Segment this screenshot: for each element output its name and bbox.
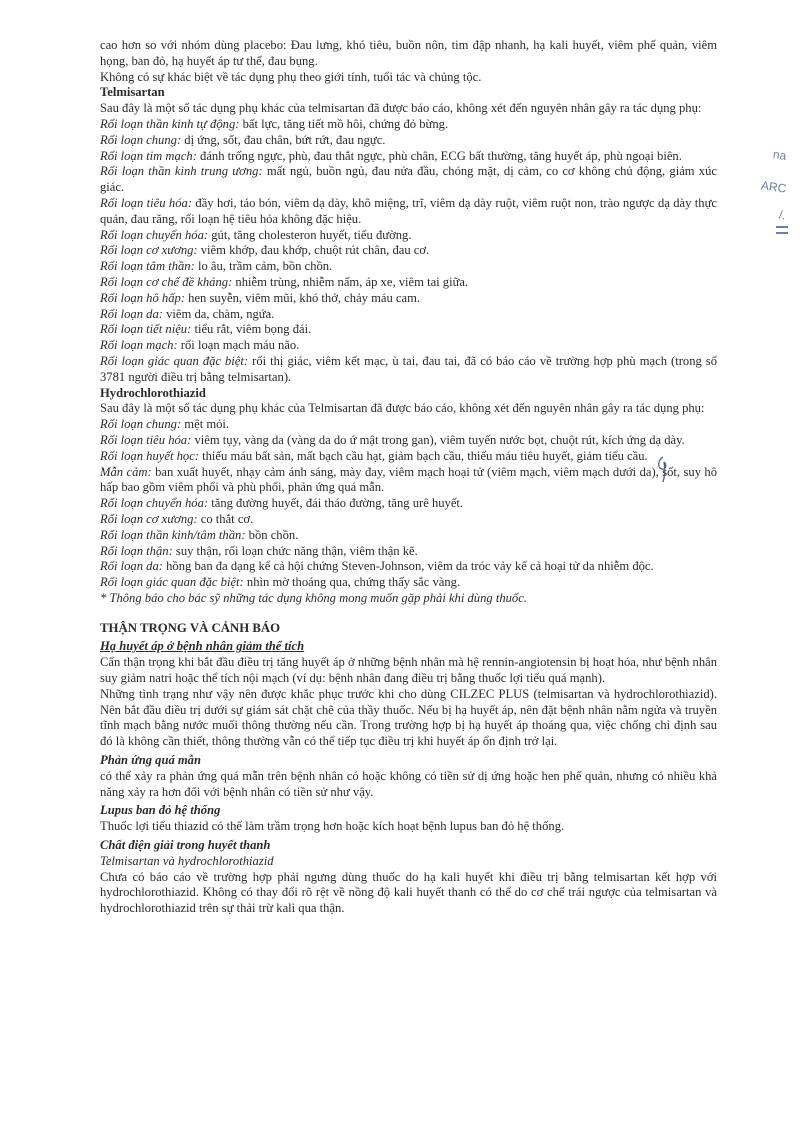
- hctz-item-label: Rối loạn da:: [100, 559, 163, 574]
- hctz-item: [100, 544, 717, 560]
- telmisartan-item-label: Rối loạn thần kinh trung ương:: [100, 164, 263, 179]
- telmisartan-item-text: dị ứng, sốt, đau chân, bứt rứt, đau ngực.: [181, 132, 386, 147]
- stamp-fragment: [760, 148, 800, 258]
- stamp-bars: [776, 226, 788, 238]
- hctz-adverse-list: [100, 417, 717, 591]
- hctz-item-text: viêm tụy, vàng da (vàng da do ứ mật trong gan), viêm tuyến nước bọt, chuột rút, kích ứng dạ dày.: [191, 432, 685, 447]
- telmisartan-item-label: Rối loạn cơ xương:: [100, 243, 198, 258]
- telmisartan-item: [100, 338, 717, 354]
- telmisartan-item-text: rối thị giác, viêm kết mạc, ù tai, đau tai, đã có báo cáo về trường hợp phù mạch (trong số 3781 người điều trị bằng telmisartan).: [100, 353, 717, 384]
- telmisartan-item-text: đầy hơi, táo bón, viêm dạ dày, khô miệng, trĩ, viêm dạ dày ruột, viêm ruột non, trào ngược dạ dày thực quản, đau răng, rối loạn hệ tiêu hóa không đặc hiệu.: [100, 195, 718, 226]
- telmisartan-item-label: Rối loạn hô hấp:: [100, 290, 186, 305]
- telmisartan-item-label: Rối loạn giác quan đặc biệt:: [100, 353, 249, 368]
- hctz-item-text: tăng đường huyết, đái tháo đường, tăng urê huyết.: [208, 496, 464, 511]
- telmisartan-item: [100, 291, 717, 307]
- hctz-item-label: Rối loạn thần kinh/tâm thần:: [100, 527, 246, 542]
- hctz-item-label: Rối loạn huyết học:: [100, 448, 199, 463]
- hypersensitivity-heading: Phản ứng quá mẫn: [100, 753, 201, 768]
- footnote: * Thông báo cho bác sỹ những tác dụng không mong muốn gặp phải khi dùng thuốc.: [100, 590, 527, 605]
- stamp-text-1: na: [771, 147, 787, 163]
- hctz-item-label: Rối loạn giác quan đặc biệt:: [100, 575, 244, 590]
- telmisartan-item-label: Rối loạn chung:: [100, 132, 182, 147]
- intro-note: Không có sự khác biệt về tác dụng phụ theo giới tính, tuổi tác và chủng tộc.: [100, 69, 482, 84]
- telmisartan-item: [100, 354, 717, 386]
- hctz-item-text: ban xuất huyết, nhạy cảm ánh sáng, mày đay, viêm mạch hoại tử (viêm mạch, viêm mạch dưới da), sốt, suy hô hấp bao gồm viêm phổi và phù phổi, phản ứng quá mẫn.: [100, 464, 717, 495]
- hctz-item-label: Rối loạn chuyển hóa:: [100, 496, 209, 511]
- telmisartan-lead: Sau đây là một số tác dụng phụ khác của telmisartan đã được báo cáo, không xét đến nguyên nhân gây ra tác dụng phụ:: [100, 101, 702, 116]
- electrolytes-heading: Chất điện giải trong huyết thanh: [100, 838, 271, 853]
- telmisartan-item-label: Rối loạn thần kinh tự động:: [100, 116, 240, 131]
- telmisartan-item: [100, 307, 717, 323]
- lupus-heading: Lupus ban đỏ hệ thống: [100, 803, 221, 818]
- telmisartan-item-label: Rối loạn tiết niệu:: [100, 322, 192, 337]
- hctz-item-text: bồn chồn.: [245, 527, 299, 542]
- telmisartan-item-text: gút, tăng cholesteron huyết, tiểu đường.: [208, 227, 412, 242]
- hypersensitivity-text: có thể xảy ra phản ứng quá mẫn trên bệnh nhân có hoặc không có tiền sử dị ứng hoặc hen phế quản, nhưng có nhiều khả năng xảy ra hơn đối với bệnh nhân có tiền sử như vậy.: [100, 768, 717, 799]
- stamp-text-3: /.: [778, 207, 787, 223]
- hctz-item: [100, 528, 717, 544]
- hypotension-paragraph-2: Những tình trạng như vậy nên được khắc phục trước khi cho dùng CILZEC PLUS (telmisartan và hydrochlorothiazid). Nên bắt đầu điều trị dưới sự giám sát chặt chẽ của thầy thuốc. Nếu bị hạ huyết áp, nên đặt bệnh nhân nằm ngửa và truyền tĩnh mạch bằng nước muối thông thường nếu cần. Trong trường hợp bị hạ huyết áp thoáng qua, việc chống chỉ định sau đó là không cần thiết, thông thường vẫn có thể tiếp tục điều trị khi huyết áp ổn định trở lại.: [100, 686, 717, 749]
- telmisartan-item: [100, 322, 717, 338]
- telmisartan-item-text: bất lực, tăng tiết mồ hôi, chứng đỏ bừng.: [239, 116, 449, 131]
- telmisartan-adverse-list: [100, 117, 717, 386]
- telmisartan-item-text: tiểu rắt, viêm bọng đái.: [191, 322, 312, 337]
- telmisartan-item-text: hen suyễn, viêm mũi, khó thở, chảy máu cam.: [185, 290, 421, 305]
- hctz-item: [100, 559, 717, 575]
- telmisartan-item: [100, 133, 717, 149]
- hctz-lead: Sau đây là một số tác dụng phụ khác của Telmisartan đã được báo cáo, không xét đến nguyên nhân gây ra tác dụng phụ:: [100, 401, 705, 416]
- telmisartan-item-label: Rối loạn mạch:: [100, 338, 178, 353]
- hctz-heading: Hydrochlorothiazid: [100, 385, 206, 400]
- telmisartan-item-text: mất ngủ, buồn ngủ, đau nửa đầu, chóng mặt, dị cảm, co cơ không chủ động, giảm xúc giác.: [100, 164, 717, 195]
- telmisartan-item: [100, 228, 717, 244]
- hypotension-heading: Hạ huyết áp ở bệnh nhân giảm thể tích: [100, 639, 305, 654]
- telmisartan-item-label: Rối loạn da:: [100, 306, 163, 321]
- hctz-item: [100, 496, 717, 512]
- telmisartan-item-label: Rối loạn chuyển hóa:: [100, 227, 209, 242]
- hctz-item-text: suy thận, rối loạn chức năng thận, viêm thận kẽ.: [172, 543, 418, 558]
- hctz-item: [100, 465, 717, 497]
- telmisartan-item: [100, 259, 717, 275]
- document-page: [100, 38, 717, 917]
- hctz-item-label: Mẫn cảm:: [100, 464, 152, 479]
- hctz-item: [100, 433, 717, 449]
- telmisartan-item-label: Rối loạn tiêu hóa:: [100, 195, 193, 210]
- intro-paragraph: cao hơn so với nhóm dùng placebo: Đau lưng, khó tiêu, buồn nôn, tim đập nhanh, hạ kali huyết, viêm phế quản, viêm họng, ban đỏ, hạ huyết áp tư thế, đau bụng.: [100, 38, 717, 68]
- telmisartan-item-text: viêm khớp, đau khớp, chuột rút chân, đau cơ.: [197, 243, 430, 258]
- hctz-item-label: Rối loạn cơ xương:: [100, 511, 198, 526]
- hctz-item: [100, 575, 717, 591]
- telmisartan-item-text: viêm da, chàm, ngứa.: [162, 306, 275, 321]
- telmisartan-item-label: Rối loạn cơ chế đề kháng:: [100, 274, 233, 289]
- telmisartan-item-text: đánh trống ngực, phù, đau thắt ngực, phù chân, ECG bất thường, tăng huyết áp, phù ngoại biên.: [196, 148, 682, 163]
- electrolytes-subheading: Telmisartan và hydrochlorothiazid: [100, 853, 274, 868]
- hctz-item: [100, 417, 717, 433]
- telmisartan-item-label: Rối loạn tim mạch:: [100, 148, 197, 163]
- stamp-text-2: ARC: [759, 178, 787, 196]
- hctz-item-text: thiếu máu bất sản, mất bạch cầu hạt, giảm bạch cầu, thiếu máu tiêu huyết, giảm tiểu cầu.: [198, 448, 648, 463]
- warnings-title: THẬN TRỌNG VÀ CẢNH BÁO: [100, 620, 281, 635]
- hctz-item-label: Rối loạn thận:: [100, 543, 173, 558]
- hctz-item-text: nhìn mờ thoáng qua, chứng thấy sắc vàng.: [243, 575, 461, 590]
- handwritten-initial: [654, 454, 672, 484]
- telmisartan-item: [100, 164, 717, 196]
- telmisartan-item: [100, 243, 717, 259]
- telmisartan-item-text: lo âu, trầm cảm, bồn chồn.: [194, 259, 333, 274]
- telmisartan-item-text: rối loạn mạch máu não.: [177, 338, 300, 353]
- hctz-item-text: hồng ban đa dạng kể cả hội chứng Steven-Johnson, viêm da tróc vảy kể cả hoại tử da nhiễm độc.: [162, 559, 654, 574]
- telmisartan-item-label: Rối loạn tâm thần:: [100, 259, 195, 274]
- electrolytes-text: Chưa có báo cáo về trường hợp phải ngưng dùng thuốc do hạ kali huyết khi điều trị bằng telmisartan kết hợp với hydrochlorothiazid. Không có thay đổi rõ rệt về nồng độ kali huyết thanh có thể do cơ chế trái ngược của telmisartan và hydrochlorothiazid trên sự thải trừ kali qua thận.: [100, 869, 717, 916]
- hctz-item-label: Rối loạn tiêu hóa:: [100, 432, 192, 447]
- hypotension-paragraph-1: Cẩn thận trọng khi bắt đầu điều trị tăng huyết áp ở những bệnh nhân mà hệ rennin-angiotensin bị hoạt hóa, như bệnh nhân suy giảm natri hoặc thể tích nội mạch (ví dụ: bệnh nhân đang điều trị bằng thuốc lợi tiểu quá mạnh).: [100, 655, 717, 686]
- lupus-text: Thuốc lợi tiểu thiazid có thể làm trầm trọng hơn hoặc kích hoạt bệnh lupus ban đỏ hệ thống.: [100, 819, 565, 834]
- telmisartan-item: [100, 196, 717, 228]
- telmisartan-item: [100, 117, 717, 133]
- hctz-item: [100, 512, 717, 528]
- hctz-item-label: Rối loạn chung:: [100, 417, 182, 432]
- telmisartan-item-text: nhiễm trùng, nhiễm nấm, áp xe, viêm tai giữa.: [232, 274, 469, 289]
- hctz-item: [100, 449, 717, 465]
- telmisartan-item: [100, 149, 717, 165]
- telmisartan-heading: Telmisartan: [100, 85, 165, 100]
- hctz-item-text: mệt mỏi.: [181, 417, 230, 432]
- hctz-item-text: co thắt cơ.: [197, 511, 254, 526]
- telmisartan-item: [100, 275, 717, 291]
